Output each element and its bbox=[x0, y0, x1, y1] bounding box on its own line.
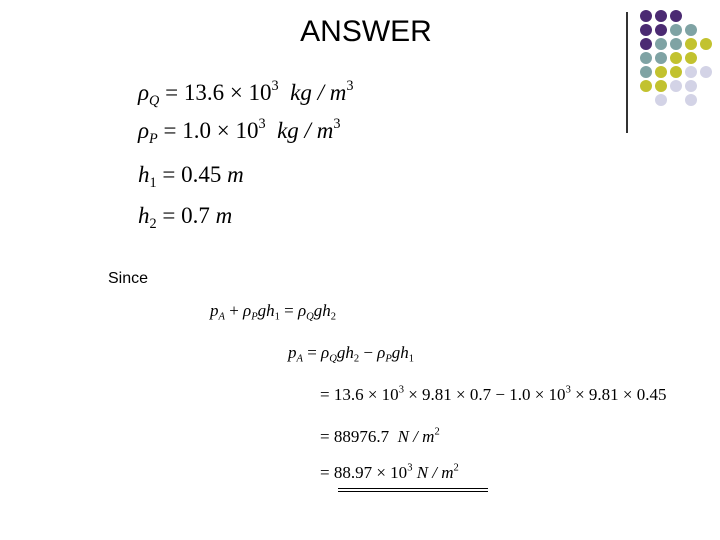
dot bbox=[670, 66, 682, 78]
dot bbox=[640, 66, 652, 78]
dot bbox=[685, 66, 697, 78]
dot bbox=[655, 80, 667, 92]
dot bbox=[685, 94, 697, 106]
equation-line-5: = $88.97 \times 10^3$ N / $m^2$ bbox=[320, 462, 459, 482]
since-label: Since bbox=[108, 270, 149, 287]
dot bbox=[685, 52, 697, 64]
dot bbox=[670, 80, 682, 92]
equation-line-2: $p_A = \rho_Qgh_2 - \rho_Pgh_1$ bbox=[288, 343, 415, 365]
dot bbox=[655, 52, 667, 64]
dot bbox=[640, 10, 652, 22]
given-rho-p: $\rho_P = 1.0 \times 10^3$ kg / $m^3$ bbox=[138, 116, 341, 147]
dot bbox=[685, 24, 697, 36]
result-double-underline-top bbox=[338, 488, 488, 489]
dot bbox=[670, 52, 682, 64]
given-h1: $h_1 = 0.45$ m bbox=[138, 162, 244, 191]
dot bbox=[640, 24, 652, 36]
dot bbox=[655, 66, 667, 78]
result-double-underline-bottom bbox=[338, 491, 488, 492]
equation-line-1: $p_A + \rho_Pgh_1 = \rho_Qgh_2$ bbox=[210, 301, 337, 323]
given-h2: $h_2 = 0.7$ m bbox=[138, 203, 233, 232]
dot bbox=[685, 80, 697, 92]
dot bbox=[655, 24, 667, 36]
dot bbox=[700, 38, 712, 50]
dot bbox=[685, 38, 697, 50]
given-rho-q: $\rho_Q = 13.6 \times 10^3$ kg / $m^3$ bbox=[138, 78, 354, 109]
equation-line-3: = $13.6 \times 10^3 \times 9.81 \times 0.7 - 1.0 \times 10^3 \times 9.81 \times 0.45$ bbox=[320, 384, 667, 404]
dot bbox=[700, 66, 712, 78]
dot bbox=[640, 38, 652, 50]
slide-title: ANSWER bbox=[300, 15, 432, 48]
equation-line-4: = 88976.7 N / $m^2$ bbox=[320, 426, 440, 446]
dot bbox=[640, 52, 652, 64]
dot bbox=[655, 38, 667, 50]
dot bbox=[655, 10, 667, 22]
dot bbox=[640, 80, 652, 92]
decorative-vertical-line bbox=[626, 12, 628, 133]
dot bbox=[670, 10, 682, 22]
dot bbox=[655, 94, 667, 106]
dot bbox=[670, 38, 682, 50]
dot bbox=[670, 24, 682, 36]
